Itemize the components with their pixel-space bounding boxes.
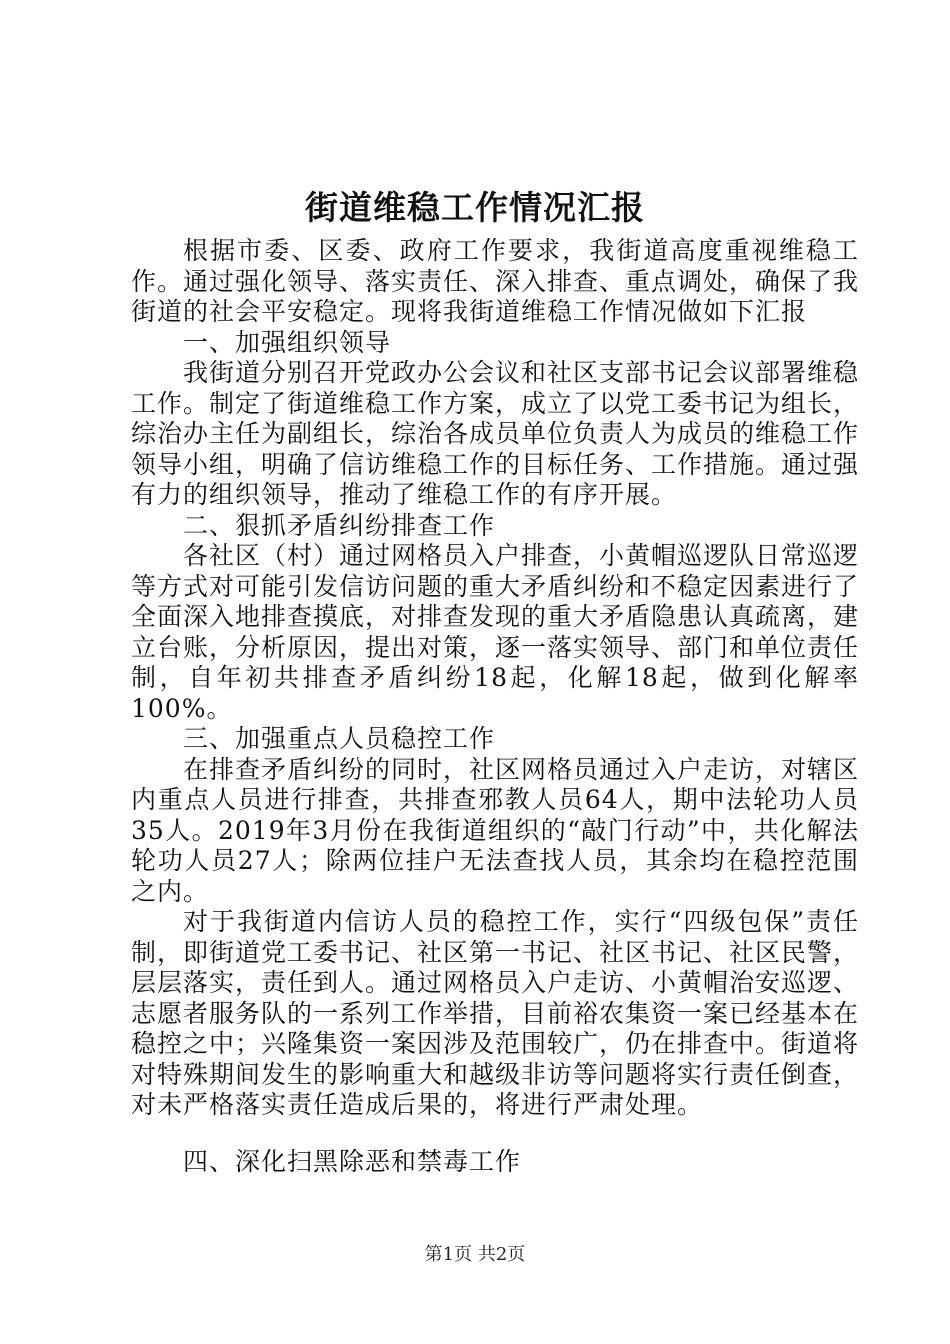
- section-heading-4: 四、深化扫黑除恶和禁毒工作: [183, 1146, 522, 1176]
- document-body: [131, 236, 859, 1177]
- section-heading-1: 一、加强组织领导: [183, 327, 392, 357]
- section-2-paragraph: 各社区（村）通过网格员入户排查，小黄帽巡逻队日常巡逻等方式对可能引发信访问题的重大矛盾纠纷和不稳定因素进行了全面深入地排查摸底，对排查发现的重大矛盾隐患认真疏离，建立台账，分析原因，提出对策，逐一落实领导、部门和单位责任制，自年初共排查矛盾纠纷18起，化解18起，做到化解率100%。: [131, 541, 860, 723]
- page-footer: 第1页 共2页: [424, 1244, 526, 1265]
- document-title: 街道维稳工作情况汇报: [305, 188, 645, 227]
- section-heading-3: 三、加强重点人员稳控工作: [183, 724, 496, 753]
- section-3-paragraph-1: 在排查矛盾纠纷的同时，社区网格员通过入户走访，对辖区内重点人员进行排查，共排查邪教人员64人，期中法轮功人员35人。2019年3月份在我街道组织的“敲门行动”中，共化解法轮功人员27人；除两位挂户无法查找人员，其余均在稳控范围之内。: [131, 754, 860, 906]
- intro-paragraph: 根据市委、区委、政府工作要求，我街道高度重视维稳工作。通过强化领导、落实责任、深入排查、重点调处，确保了我街道的社会平安稳定。现将我街道维稳工作情况做如下汇报: [131, 236, 860, 326]
- section-3-paragraph-2: 对于我街道内信访人员的稳控工作，实行“四级包保”责任制，即街道党工委书记、社区第一书记、社区书记、社区民警，层层落实，责任到人。通过网格员入户走访、小黄帽治安巡逻、志愿者服务队的一系列工作举措，目前裕农集资一案已经基本在稳控之中；兴隆集资一案因涉及范围较广，仍在排查中。街道将对特殊期间发生的影响重大和越级非访等问题将实行责任倒查，对未严格落实责任造成后果的，将进行严肃处理。: [131, 907, 860, 1119]
- section-heading-2: 二、狠抓矛盾纠纷排查工作: [183, 510, 496, 540]
- paragraph-spacer: [131, 1121, 859, 1147]
- section-1-paragraph: 我街道分别召开党政办公会议和社区支部书记会议部署维稳工作。制定了街道维稳工作方案，成立了以党工委书记为组长，综治办主任为副组长，综治各成员单位负责人为成员的维稳工作领导小组，明确了信访维稳工作的目标任务、工作措施。通过强有力的组织领导，推动了维稳工作的有序开展。: [131, 358, 860, 509]
